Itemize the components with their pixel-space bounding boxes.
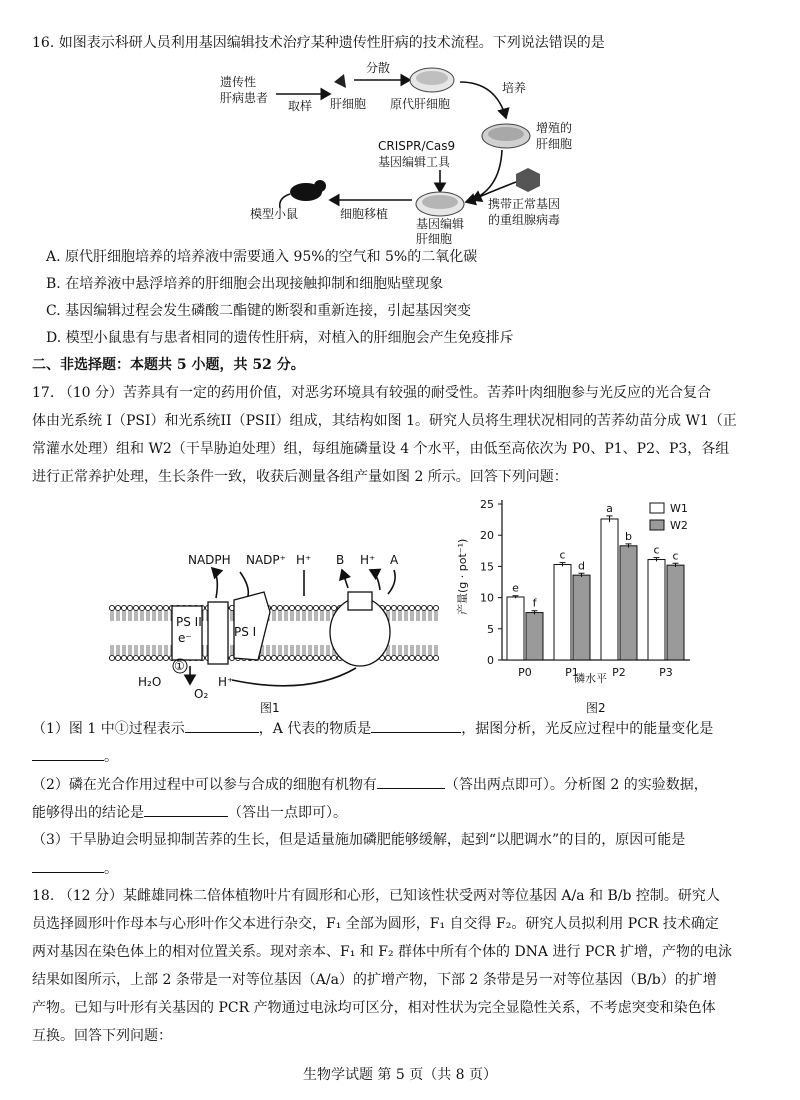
legend-w2: W2 (670, 519, 688, 532)
legend-swatch-w1 (650, 503, 664, 513)
q18-line-3: 两对基因在染色体上的相对位置关系。现对亲本、F₁ 和 F₂ 群体中所有个体的 DNA 进行 PCR 扩增，产物的电泳 (32, 944, 733, 960)
diag-liver-cell: 肝细胞 (330, 97, 367, 111)
fig1-eminus: e⁻ (178, 631, 192, 645)
y-axis-label: 产量(g · pot⁻¹) (456, 538, 469, 615)
q17-sub3: （3）干旱胁迫会明显抑制苦荞的生长，但是适量施加磷肥能够缓解，起到“以肥调水”的目的，原因可能是 (32, 832, 686, 848)
y-tick-label-0: 0 (487, 654, 494, 667)
mouse-icon (280, 180, 326, 208)
liver-tissue-icon (334, 74, 346, 88)
diag-sampling: 取样 (288, 99, 313, 113)
fig1-h3: H⁺ (218, 675, 234, 689)
fig1-o2: O₂ (194, 687, 209, 701)
q17-sub1-cont: 。 (32, 746, 118, 767)
adenovirus-icon (516, 168, 540, 192)
fig1-a: A (390, 553, 399, 567)
diag-patient-1: 遗传性 (220, 75, 257, 89)
fig1-psi: PS I (234, 625, 257, 639)
bar-W2-P3 (667, 565, 684, 660)
fig1-h2: H⁺ (360, 553, 376, 567)
diag-mouse: 模型小鼠 (250, 207, 299, 221)
sig-letter-W2-P2: b (625, 529, 632, 543)
q17-line-3: 常灌水处理）组和 W2（干旱胁迫处理）组，每组施磷量设 4 个水平，由低至高依次为 P0、P1、P2、P3，各组 (32, 441, 730, 457)
q17-sub3-cont: 。 (32, 858, 118, 879)
blank-6[interactable] (32, 858, 104, 873)
bar-W2-P2 (620, 546, 637, 660)
blank-5[interactable] (144, 802, 228, 817)
blank-3[interactable] (32, 746, 104, 761)
diag-virus-1: 携带正常基因 (488, 197, 561, 211)
q17-sub2: （2）磷在光合作用过程中可以参与合成的细胞有机物有 （答出两点即可）。分析图 2 的实验数据， (32, 774, 708, 795)
x-tick-label-P3: P3 (659, 666, 673, 679)
bar-W1-P2 (601, 519, 618, 660)
bar-W1-P0 (507, 597, 524, 660)
sig-letter-W1-P0: e (512, 581, 519, 595)
diag-disperse: 分散 (366, 61, 391, 75)
sig-letter-W1-P3: c (653, 543, 660, 557)
fig1-circle1: ① (174, 659, 185, 673)
x-tick-label-P2: P2 (612, 666, 626, 679)
q16-option-b: B. 在培养液中悬浮培养的肝细胞会出现接触抑制和细胞贴壁现象 (46, 276, 444, 292)
fig2-bar-chart (452, 490, 742, 716)
sig-letter-W2-P3: c (672, 549, 679, 563)
y-tick-label-20: 20 (480, 529, 494, 543)
y-tick-label-25: 25 (480, 498, 494, 511)
sig-letter-W1-P1: c (559, 548, 566, 562)
bar-W1-P3 (648, 560, 665, 660)
q18-line-2: 员选择圆形叶作母本与心形叶作父本进行杂交，F₁ 全部为圆形，F₁ 自交得 F₂。研究人员拟利用 PCR 技术确定 (32, 916, 719, 932)
x-tick-label-P0: P0 (518, 666, 532, 679)
diag-patient-2: 肝病患者 (220, 91, 269, 105)
fig2-caption: 图2 (586, 701, 606, 715)
sig-letter-W2-P1: d (578, 559, 585, 573)
q16-option-c: C. 基因编辑过程会发生磷酸二酯键的断裂和重新连接，引起基因突变 (46, 303, 472, 319)
fig1-nadph: NADPH (188, 553, 231, 567)
fig1-psii: PS II (176, 615, 202, 629)
fig1-h2o: H₂O (138, 675, 162, 689)
sig-letter-W1-P2: a (606, 501, 613, 515)
sig-letter-W2-P0: f (532, 596, 537, 610)
legend-swatch-w2 (650, 520, 664, 530)
q17-sub2-cont: 能够得出的结论是 （答出一点即可）。 (32, 802, 347, 823)
bar-W2-P1 (573, 575, 590, 660)
diag-crispr-1: CRISPR/Cas9 (378, 139, 456, 153)
q17-line-1: 17. （10 分）苦荞具有一定的药用价值，对恶劣环境具有较强的耐受性。苦荞叶肉细胞参与光反应的光合复合 (32, 385, 711, 401)
blank-2[interactable] (371, 718, 461, 733)
page-footer: 生物学试题 第 5 页（共 8 页） (302, 1067, 498, 1083)
q16-option-a: A. 原代肝细胞培养的培养液中需要通入 95%的空气和 5%的二氧化碳 (46, 249, 478, 265)
fig1-thylakoid-diagram (108, 490, 448, 716)
fig1-caption: 图1 (260, 701, 280, 715)
fig1-nadp: NADP⁺ (246, 553, 286, 567)
legend-w1: W1 (670, 502, 688, 515)
q17-line-4: 进行正常养护处理，生长条件一致，收获后测量各组产量如图 2 所示。回答下列问题： (32, 469, 568, 485)
y-tick-label-10: 10 (480, 591, 494, 605)
section-heading: 二、非选择题：本题共 5 小题，共 52 分。 (32, 357, 305, 373)
blank-1[interactable] (185, 718, 259, 733)
q18-line-4: 结果如图所示，上部 2 条带是一对等位基因（A/a）的扩增产物，下部 2 条带是另一对等位基因（B/b）的扩增 (32, 972, 717, 988)
diag-crispr-2: 基因编辑工具 (378, 155, 451, 169)
q17-line-2: 体由光系统 I（PSI）和光系统II（PSII）组成，其结构如图 1。研究人员将生理状况相同的苦荞幼苗分成 W1（正 (32, 413, 737, 429)
diag-virus-2: 的重组腺病毒 (488, 213, 561, 227)
diag-proliferated-2: 肝细胞 (536, 137, 573, 151)
fig1-b: B (336, 553, 345, 567)
x-axis-label: 磷水平 (574, 672, 607, 685)
diag-transplant: 细胞移植 (340, 207, 389, 221)
y-tick-label-15: 15 (480, 560, 494, 574)
q18-line-5: 产物。已知与叶形有关基因的 PCR 产物通过电泳均可区分，相对性状为完全显隐性关系，不考虑突变和染色体 (32, 1000, 716, 1016)
q16-stem: 16. 如图表示科研人员利用基因编辑技术治疗某种遗传性肝病的技术流程。下列说法错误的是 (32, 35, 605, 51)
fig1-h1: H⁺ (296, 553, 312, 567)
q18-line-1: 18. （12 分）某雌雄同株二倍体植物叶片有圆形和心形，已知该性状受两对等位基因 A/a 和 B/b 控制。研究人 (32, 888, 720, 904)
diag-culture: 培养 (502, 81, 527, 95)
q18-line-6: 互换。回答下列问题： (32, 1028, 172, 1044)
q16-option-d: D. 模型小鼠患有与患者相同的遗传性肝病，对植入的肝细胞会产生免疫排斥 (46, 330, 514, 346)
blank-4[interactable] (377, 774, 445, 789)
diag-edited-1: 基因编辑 (416, 217, 465, 231)
q17-sub1: （1）图 1 中①过程表示 ，A 代表的物质是 ，据图分析，光反应过程中的能量变化是 (32, 718, 713, 739)
diag-edited-2: 肝细胞 (416, 232, 453, 246)
bar-W2-P0 (526, 613, 543, 660)
x-tick-label-P1: P1 (565, 666, 579, 679)
q16-flow-diagram (210, 52, 580, 246)
bar-W1-P1 (554, 565, 571, 660)
y-tick-label-5: 5 (487, 622, 494, 636)
diag-primary-cells: 原代肝细胞 (390, 97, 451, 111)
diag-proliferated-1: 增殖的 (536, 121, 573, 135)
